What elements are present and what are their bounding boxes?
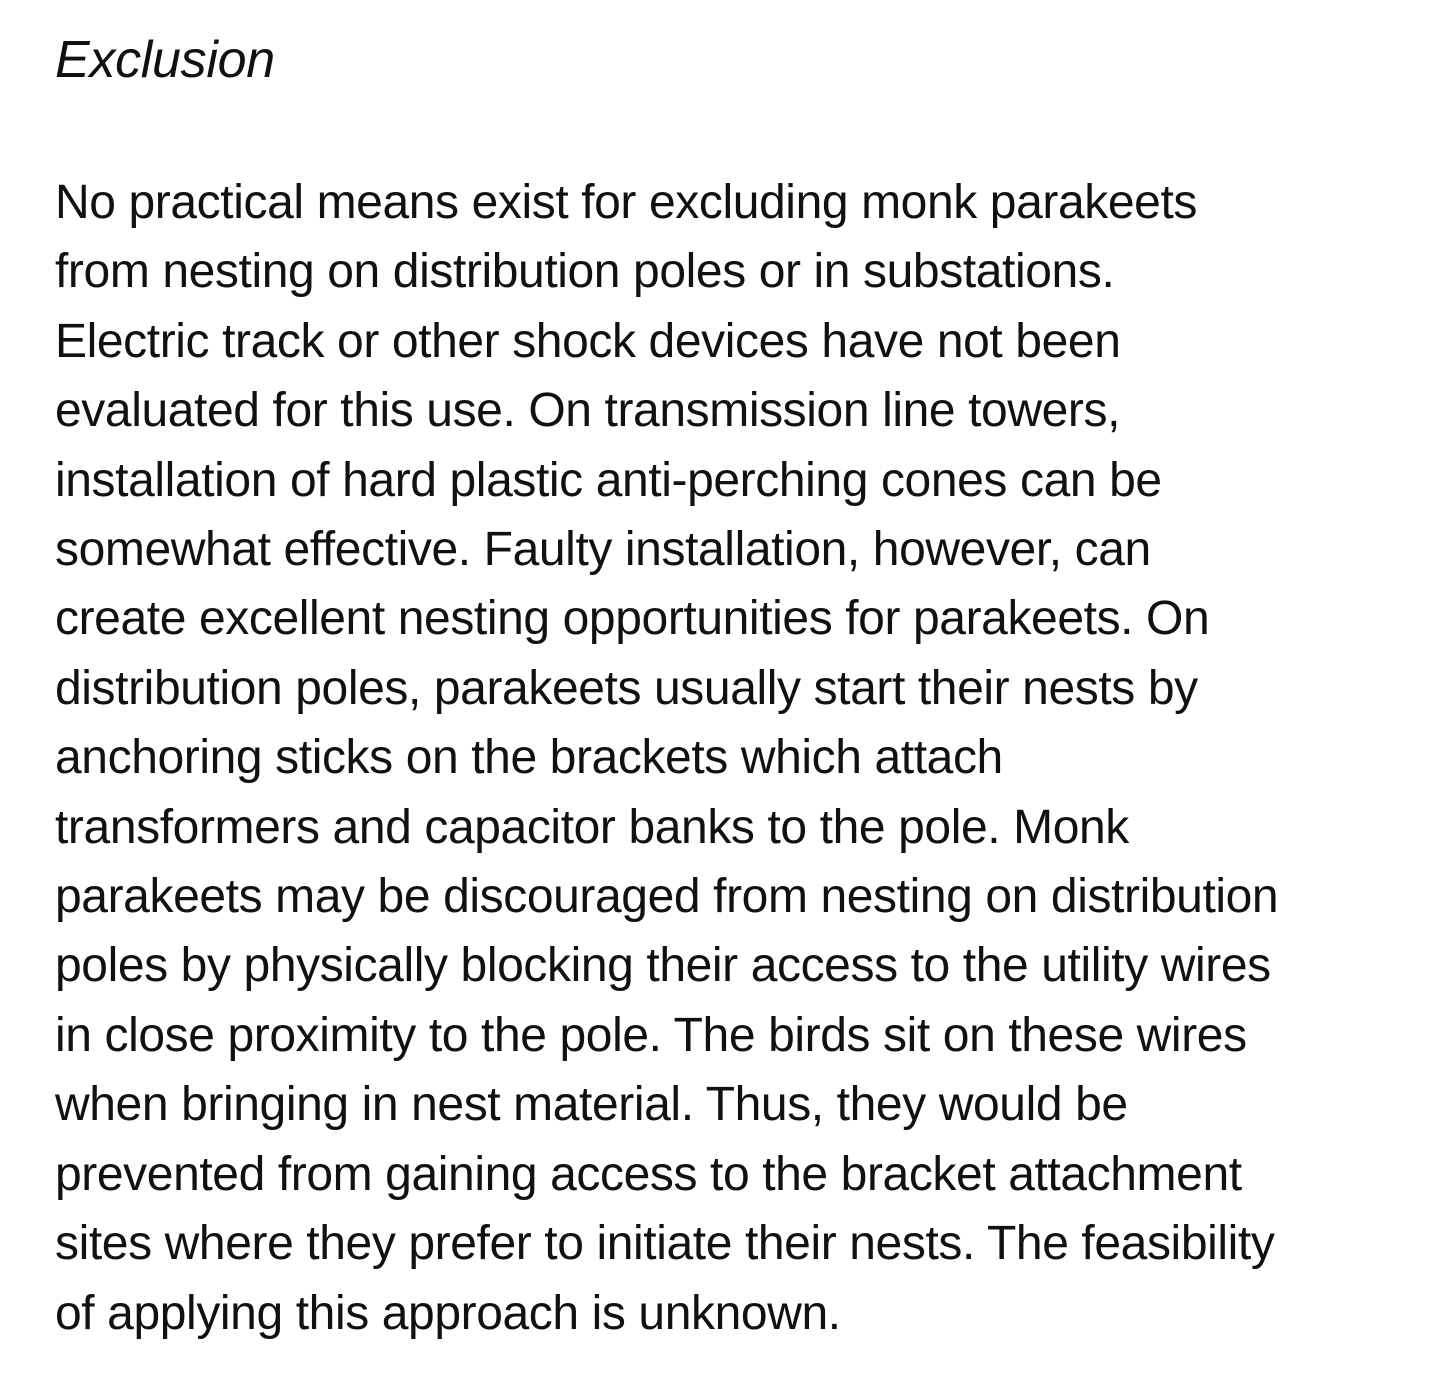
paragraph-line: create excellent nesting opportunities for parakeets. On — [55, 592, 1210, 646]
paragraph-line: No practical means exist for excluding monk parakeets — [55, 176, 1198, 229]
paragraph-line: prevented from gaining access to the bracket attachment — [55, 1147, 1242, 1201]
paragraph-line: transformers and capacitor banks to the pole. Monk — [55, 800, 1129, 854]
paragraph-line: Electric track or other shock devices have not been — [55, 314, 1121, 368]
paragraph-line: anchoring sticks on the brackets which attach — [55, 731, 1003, 785]
paragraph-line: parakeets may be discouraged from nesting on distribution — [55, 870, 1279, 924]
section-paragraph — [55, 168, 1395, 1348]
paragraph-line: distribution poles, parakeets usually start their nests by — [55, 661, 1198, 715]
paragraph-line: from nesting on distribution poles or in substations. — [55, 245, 1115, 299]
paragraph-line: of applying this approach is unknown. — [55, 1286, 841, 1340]
paragraph-line: sites where they prefer to initiate their nests. The feasibility — [55, 1217, 1275, 1271]
paragraph-line: in close proximity to the pole. The birds sit on these wires — [55, 1008, 1247, 1062]
paragraph-line: installation of hard plastic anti-perching cones can be — [55, 453, 1162, 507]
paragraph-line: evaluated for this use. On transmission line towers, — [55, 384, 1121, 438]
paragraph-line: poles by physically blocking their access to the utility wires — [55, 939, 1271, 993]
document-page — [55, 22, 1395, 1348]
paragraph-line: somewhat effective. Faulty installation, however, can — [55, 523, 1151, 577]
section-heading: Exclusion — [55, 31, 275, 89]
paragraph-line: when bringing in nest material. Thus, they would be — [55, 1078, 1128, 1132]
